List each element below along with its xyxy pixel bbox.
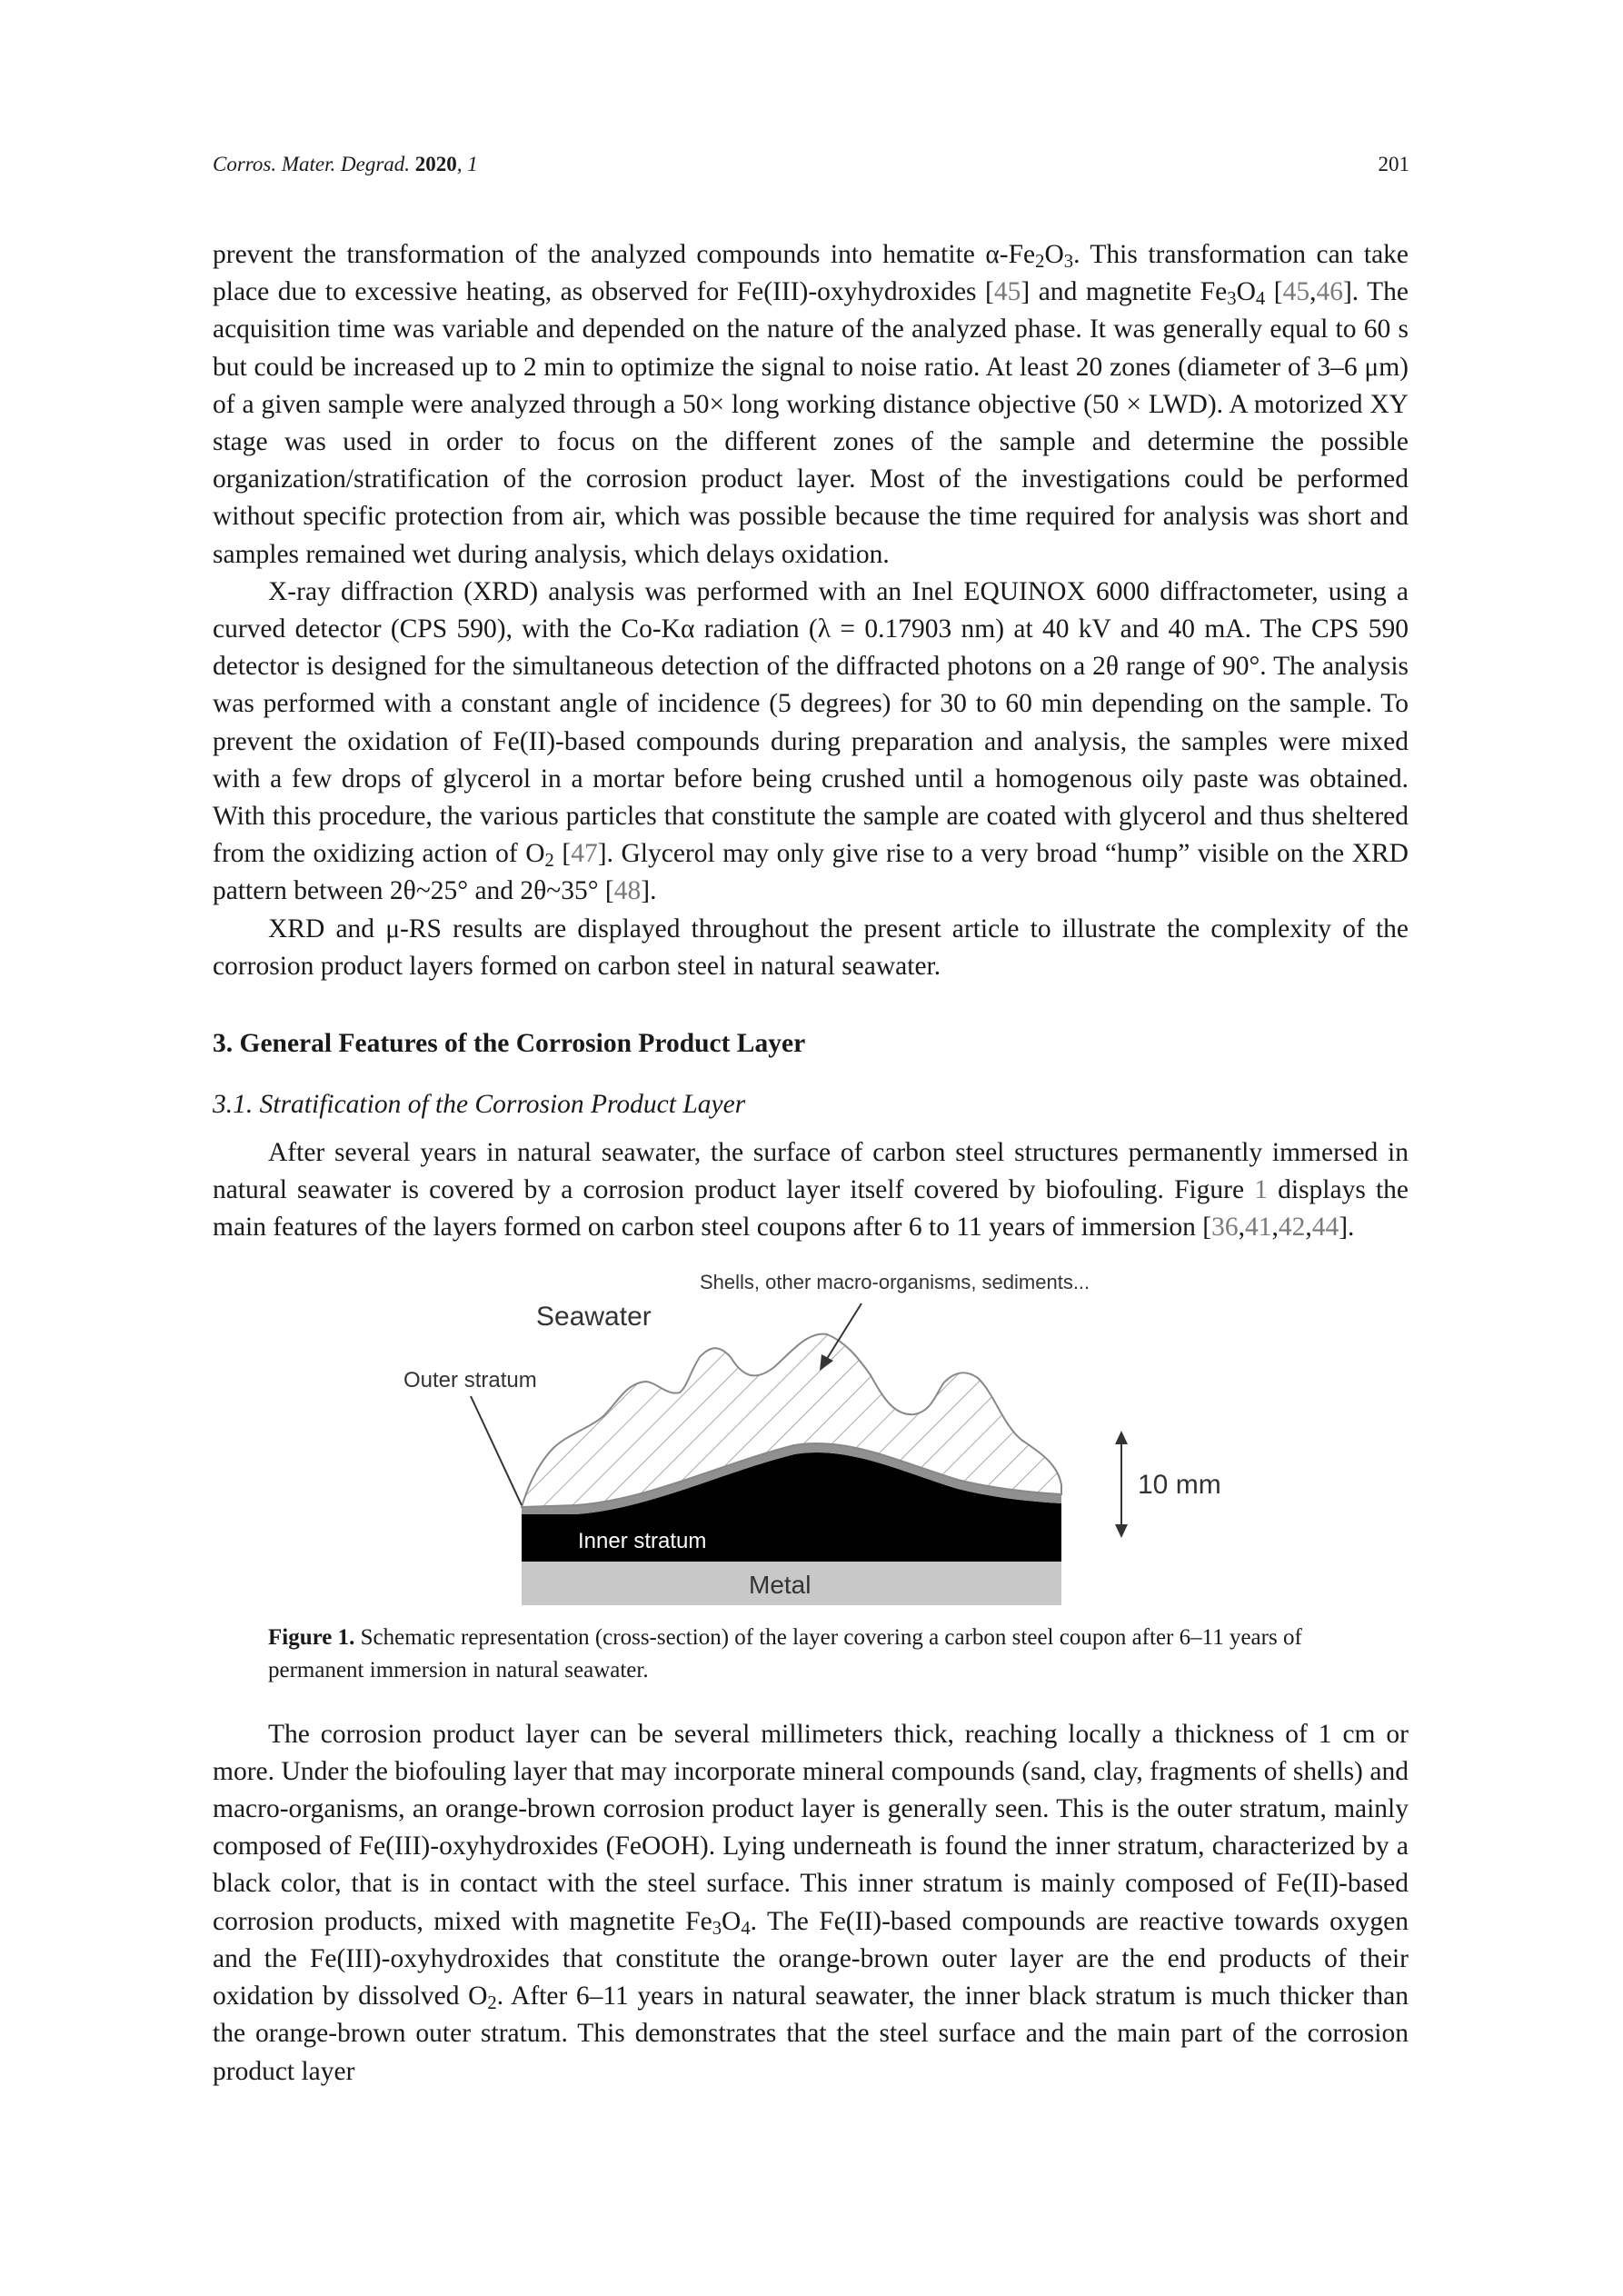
caption-text: Schematic representation (cross-section) of the layer covering a carbon steel coupon after 6–11 years of permanent immersion in natural seawater. [268, 1624, 1302, 1682]
subscript: 2 [544, 851, 554, 872]
subscript: 4 [741, 1918, 751, 1939]
subscript: 3 [1063, 252, 1074, 273]
subscript: 3 [1227, 289, 1237, 310]
paragraph-4: After several years in natural seawater, the surface of carbon steel structures permanently immersed in natural seawater is covered by a corrosion product layer itself covered by biofouling. Figure 1 displays the main features of the layers formed on carbon steel coupons after 6 to 11 years of immersion [36,41,42,44]. [213, 1138, 1409, 1243]
subsection-heading: 3.1. Stratification of the Corrosion Product Layer [213, 1090, 746, 1120]
citation-link[interactable]: 45 [993, 277, 1021, 307]
subscript: 2 [1035, 252, 1045, 273]
paragraph-5: The corrosion product layer can be several millimeters thick, reaching locally a thickness of 1 cm or more. Under the biofouling layer that may incorporate mineral compounds (sand, clay, fragments of shells) and macro-organisms, an orange-brown corrosion product layer is generally seen. This is the outer stratum, mainly composed of Fe(III)-oxyhydroxides (FeOOH). Lying underneath is found the inner stratum, characterized by a black color, that is in contact with the steel surface. This inner stratum is mainly composed of Fe(II)-based corrosion products, mixed with magnetite $Fe_3O_4$. The Fe(II)-based compounds are reactive towards oxygen and the Fe(III)-oxyhydroxides that constitute the orange-brown outer layer are the end products of their oxidation by dissolved $O_2$. After 6–11 years in natural seawater, the inner black stratum is much thicker than the orange-brown outer stratum. This demonstrates that the steel surface and the main part of the corrosion product layer [213, 1719, 1409, 2086]
citation-link[interactable]: 36 [1211, 1213, 1239, 1243]
journal-citation: Corros. Mater. Degrad. 2020, 1 [213, 153, 478, 175]
label-shells: Shells, other macro-organisms, sediments... [700, 1270, 1090, 1293]
section-heading: 3. General Features of the Corrosion Product Layer [213, 1029, 806, 1059]
journal-year: 2020 [414, 153, 457, 175]
caption-label: Figure 1. [268, 1624, 355, 1650]
citation-link[interactable]: 46 [1316, 277, 1343, 307]
citation-link[interactable]: 42 [1278, 1213, 1306, 1243]
journal-abbrev: Corros. Mater. Degrad. [213, 153, 411, 175]
label-inner-stratum: Inner stratum [578, 1528, 707, 1553]
subscript: 4 [1255, 289, 1266, 310]
scale-bar-arrow-bottom [1115, 1524, 1128, 1538]
citation-link[interactable]: 47 [571, 839, 598, 869]
citation-link[interactable]: 44 [1311, 1213, 1339, 1243]
page-number: 201 [1378, 153, 1409, 175]
journal-volume: 1 [467, 153, 478, 175]
figure-1 [213, 1271, 1409, 1607]
label-outer-stratum: Outer stratum [403, 1367, 537, 1393]
outer-stratum-pointer [471, 1396, 522, 1505]
page-body [213, 236, 1409, 2091]
figure-1-diagram [213, 1271, 1409, 1607]
scale-bar-arrow-top [1115, 1431, 1128, 1444]
citation-link[interactable]: 41 [1244, 1213, 1272, 1243]
citation-link[interactable]: 48 [613, 876, 642, 906]
subscript: 3 [712, 1918, 722, 1939]
label-metal: Metal [749, 1570, 812, 1599]
page-header [213, 153, 1409, 176]
paragraph-2: X-ray diffraction (XRD) analysis was performed with an Inel EQUINOX 6000 diffractometer, using a curved detector (CPS 590), with the Co-Kα radiation (λ = 0.17903 nm) at 40 kV and 40 mA. The CPS 590 detector is designed for the simultaneous detection of the diffracted photons on a 2θ range of 90°. The analysis was performed with a constant angle of incidence (5 degrees) for 30 to 60 min depending on the sample. To prevent the oxidation of Fe(II)-based compounds during preparation and analysis, the samples were mixed with a few drops of glycerol in a mortar before being crushed until a homogenous oily paste was obtained. With this procedure, the various particles that constitute the sample are coated with glycerol and thus sheltered from the oxidizing action of $O_2$ [47]. Glycerol may only give rise to a very broad “hump” visible on the XRD pattern between 2θ~25° and 2θ~35° [48]. [213, 576, 1409, 906]
subscript: 2 [487, 1993, 497, 2014]
paragraph-1: prevent the transformation of the analyzed compounds into hematite $\alpha-Fe_2O_3$. This transformation can take place due to excessive heating, as observed for Fe(III)-oxyhydroxides [45] and magnetite $Fe_3O_4$ [45,46]. The acquisition time was variable and depended on the nature of the analyzed phase. It was generally equal to 60 s but could be increased up to 2 min to optimize the signal to noise ratio. At least 20 zones (diameter of 3–6 μm) of a given sample were analyzed through a 50× long working distance objective (50 × LWD). A motorized XY stage was used in order to focus on the different zones of the sample and determine the possible organization/stratification of the corrosion product layer. Most of the investigations could be performed without specific protection from air, which was possible because the time required for analysis was short and samples remained wet during analysis, which delays oxidation. [213, 240, 1409, 569]
citation-link[interactable]: 45 [1282, 277, 1310, 307]
citation-link[interactable]: 1 [1254, 1175, 1268, 1205]
paragraph-3: XRD and μ-RS results are displayed throughout the present article to illustrate the complexity of the corrosion product layers formed on carbon steel in natural seawater. [213, 913, 1409, 981]
figure-caption [268, 1622, 1343, 1687]
label-scale: 10 mm [1138, 1469, 1221, 1500]
label-seawater: Seawater [536, 1301, 652, 1332]
